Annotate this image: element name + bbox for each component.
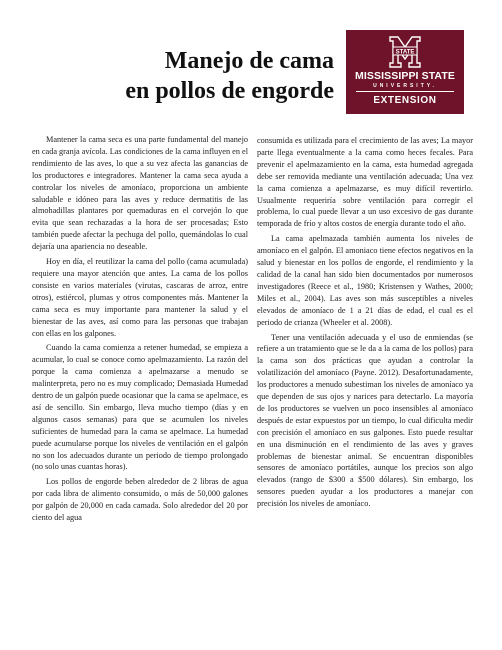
page-title (96, 46, 334, 106)
left-column (32, 134, 248, 634)
msu-seal-icon (387, 35, 423, 69)
seal-text: STATE (395, 49, 415, 56)
logo-university-label: UNIVERSITY. (373, 83, 437, 89)
msu-extension-logo (346, 30, 464, 114)
paragraph: consumida es utilizada para el crecimiento de las aves; La mayor parte llega eventualmente a la cama como heces fecales. Para prevenir el apelmazamiento en la cama, esta humedad agregada debe ser removida mediante una ventilación adecuada; Una vez la cama comienza a apelmazarse, es muy difícil revertirlo. Usualmente requeriría sobre ventilación para corregir el problema, lo cual puede llevar a un uso excesivo de gas durante temporada de frío y altos costos de energía durante todo el año. (257, 136, 473, 229)
paragraph: La cama apelmazada también aumenta los niveles de amoníaco en el galpón. El amoniaco tiene efectos negativos en la salud y bienestar en los pollos de engorde, el rendimiento y la calidad de la canal han sido bien documentados por numerosos investigadores (Reece et al., 1980; Kristensen y Wathes, 2000; Miles et al., 2004). Las aves son más susceptibles a niveles elevados de amoníaco de 1 a 21 días de edad, el cual es el periodo de crianza (Wheeler et al. 2008). (257, 234, 473, 327)
right-column (257, 135, 473, 635)
logo-extension-label: EXTENSION (373, 95, 437, 106)
logo-university-name: MISSISSIPPI STATE (355, 70, 455, 82)
paragraph: Mantener la cama seca es una parte fundamental del manejo en cada granja avícola. Las condiciones de la cama influyen en el rendimiento de las aves, lo que a su vez afecta las ganancias de los productores e integradores. Mantener la cama seca ayuda a controlar los niveles de amoníaco, proporciona un ambiente saludable e idóneo para las aves y reduce dermatitis de las almohadillas plantares por quemaduras en el corvejón lo que evita que sean rechazadas a la hora de ser procesadas; Esto también puede afectar la pechuga del pollo, quemándolas lo cual dejaría una apariencia no deseable. (32, 135, 248, 252)
paragraph: Cuando la cama comienza a retener humedad, se empieza a acumular, lo cual se conoce como apelmazamiento. La razón del porque la cama comienza a apelmazarse a menudo se malinterpreta, pero no es muy complicado; Demasiada Humedad dentro de un galpón puede ocasionar que la cama se apelmace, es así de sencillo. Sin embargo, lleva mucho tiempo (días y en algunos casos semanas) para que se acumulen los niveles suficientes de humedad para la cama se apelmace. La humedad puede acumularse porque los niveles de ventilación en el galpón no son los adecuados durante un periodo de tiempo prolongado (no solo unas cuantas horas). (32, 343, 248, 472)
logo-divider (356, 91, 454, 92)
title-line-2: en pollos de engorde (125, 78, 334, 104)
title-line-1: Manejo de cama (164, 48, 334, 74)
paragraph: Hoy en día, el reutilizar la cama del pollo (cama acumulada) requiere una mayor atención que antes. La cama de los pollos consiste en varios materiales (virutas, cascaras de arroz, entre otros), estiércol, plumas y otros componentes más. Mantener la cama seca es muy importante para mantener la salud y el bienestar de las aves, así como para las personas que trabajan con ellas en los galpones. (32, 257, 248, 338)
paragraph: Los pollos de engorde beben alrededor de 2 libras de agua por cada libra de alimento consumido, o más de 50,000 galones por galpón de 20,000 en cada camada. Solo alrededor del 20 por ciento del agua (32, 477, 248, 523)
paragraph: Tener una ventilación adecuada y el uso de enmiendas (se refiere a un tratamiento que se le da a la cama de los pollos) para la cama son dos prácticas que ayudan a controlar la volatilización del amoníaco (Payne. 2012). Desafortunadamente, los productores a menudo subestiman los niveles de amoníaco ya que dependen de sus ojos y narices para detectarlo. La mayoría de los productores se vuelven un poco insensibles al amoníaco después de estar expuestos por un tiempo, lo cual dificulta medir con precisión el amoníaco en sus galpones. Esto puede resultar en una disminución en el rendimiento de las aves y graves problemas de bienestar animal. Se encuentran disponibles sensores de amoníaco portátiles, aunque los precios son algo elevados (rango de $300 a $500 dólares). Sin embargo, los sensores pueden ayudar a los productores a manejar con precisión los niveles de amoníaco. (257, 332, 473, 509)
